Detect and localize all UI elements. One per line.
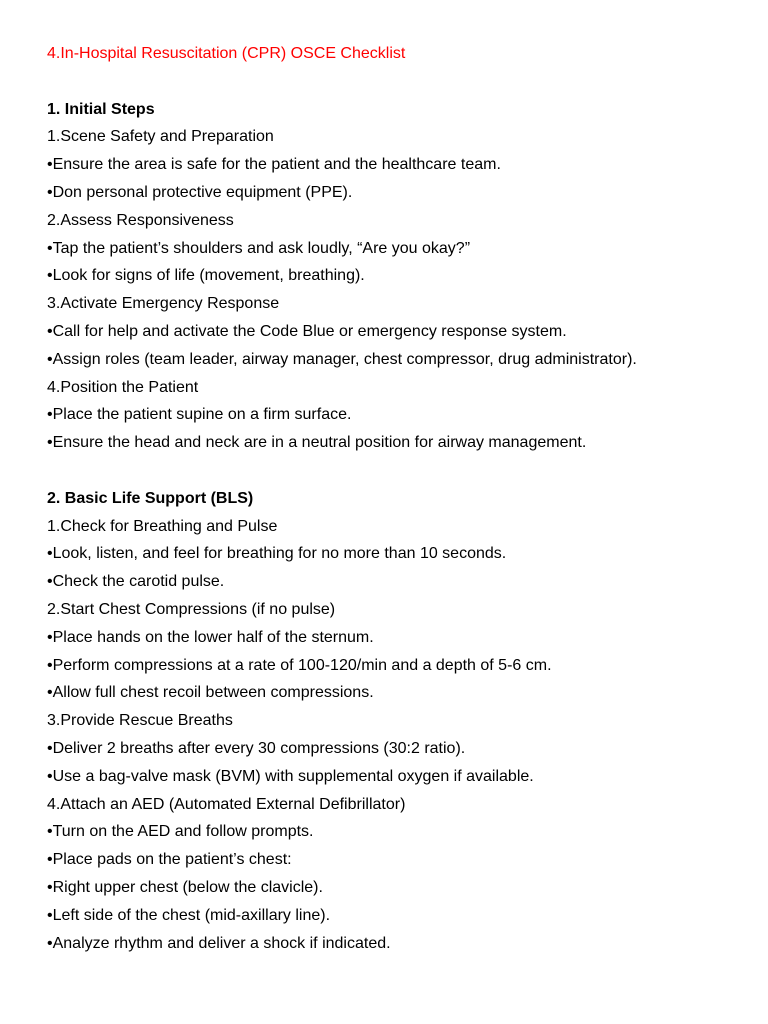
checklist-item: •Analyze rhythm and deliver a shock if indicated. xyxy=(47,934,391,952)
checklist-item: •Call for help and activate the Code Blue or emergency response system. xyxy=(47,322,567,340)
checklist-item: •Allow full chest recoil between compressions. xyxy=(47,684,374,702)
section-heading: 1. Initial Steps xyxy=(47,100,155,118)
subsection-title: 2.Assess Responsiveness xyxy=(47,211,234,229)
checklist-item: •Place the patient supine on a firm surface. xyxy=(47,406,352,424)
subsection-title: 3.Provide Rescue Breaths xyxy=(47,712,233,730)
checklist-item: •Tap the patient’s shoulders and ask loudly, “Are you okay?” xyxy=(47,239,471,257)
checklist-item: •Deliver 2 breaths after every 30 compressions (30:2 ratio). xyxy=(47,739,466,757)
checklist-item: •Don personal protective equipment (PPE). xyxy=(47,183,353,201)
document-page xyxy=(47,40,747,957)
checklist-item: •Check the carotid pulse. xyxy=(47,573,225,591)
checklist-item: •Perform compressions at a rate of 100-120/min and a depth of 5-6 cm. xyxy=(47,656,552,674)
checklist-item: •Ensure the head and neck are in a neutral position for airway management. xyxy=(47,434,587,452)
subsection-title: 1.Scene Safety and Preparation xyxy=(47,128,274,146)
checklist-item: •Left side of the chest (mid-axillary line). xyxy=(47,906,331,924)
checklist-item: •Use a bag-valve mask (BVM) with supplemental oxygen if available. xyxy=(47,767,534,785)
section-basic-life-support xyxy=(47,485,747,958)
subsection-title: 1.Check for Breathing and Pulse xyxy=(47,517,278,535)
checklist-item: •Place hands on the lower half of the sternum. xyxy=(47,628,374,646)
section-heading: 2. Basic Life Support (BLS) xyxy=(47,489,254,507)
spacer xyxy=(47,457,747,485)
checklist-item: •Ensure the area is safe for the patient and the healthcare team. xyxy=(47,156,501,174)
section-initial-steps xyxy=(47,96,747,457)
document-title: 4.In-Hospital Resuscitation (CPR) OSCE Checklist xyxy=(47,45,406,62)
checklist-item: •Look for signs of life (movement, breathing). xyxy=(47,267,365,285)
subsection-title: 4.Position the Patient xyxy=(47,378,199,396)
checklist-item: •Right upper chest (below the clavicle). xyxy=(47,878,323,896)
subsection-title: 2.Start Chest Compressions (if no pulse) xyxy=(47,600,336,618)
subsection-title: 4.Attach an AED (Automated External Defibrillator) xyxy=(47,795,406,813)
checklist-item: •Assign roles (team leader, airway manager, chest compressor, drug administrator). xyxy=(47,350,637,368)
checklist-item: •Look, listen, and feel for breathing for no more than 10 seconds. xyxy=(47,545,507,563)
checklist-item: •Turn on the AED and follow prompts. xyxy=(47,823,314,841)
spacer xyxy=(47,68,747,96)
checklist-item: •Place pads on the patient’s chest: xyxy=(47,851,292,869)
subsection-title: 3.Activate Emergency Response xyxy=(47,295,280,313)
